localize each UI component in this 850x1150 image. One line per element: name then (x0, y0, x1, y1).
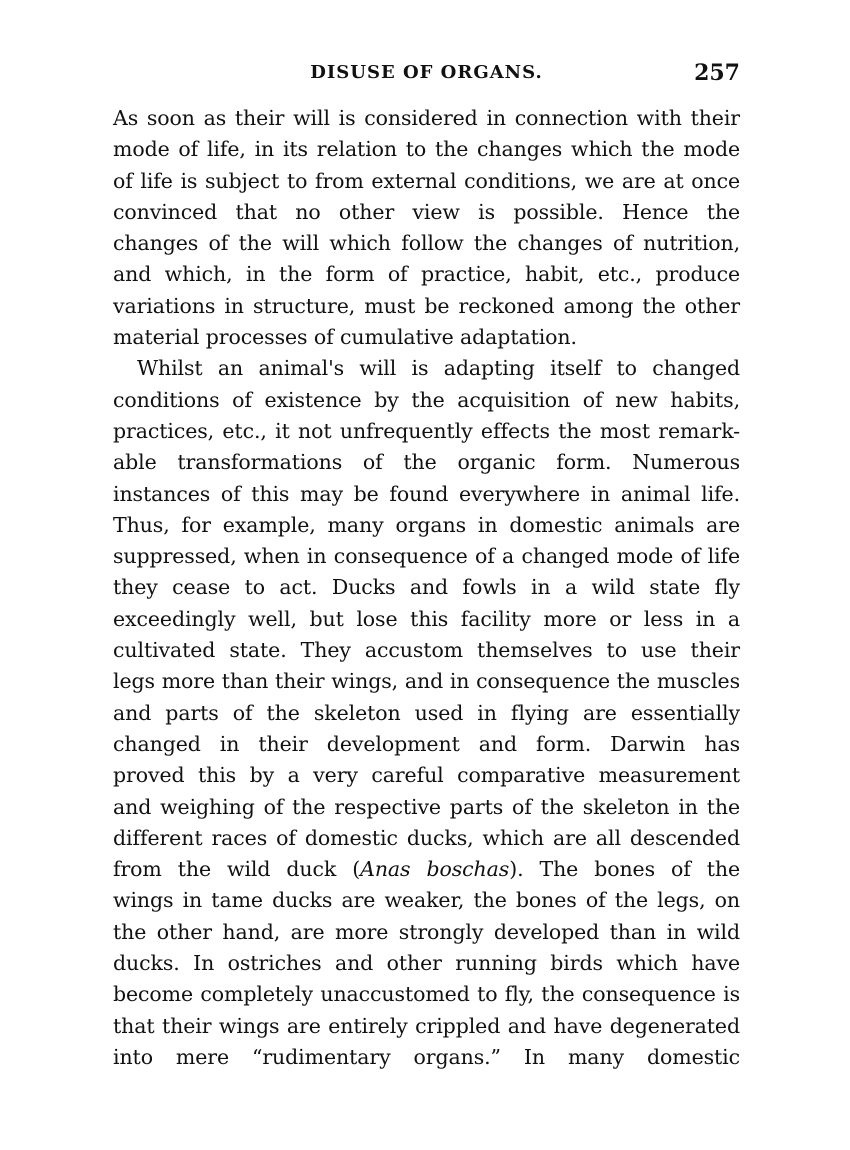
running-title: DISUSE OF ORGANS. (310, 62, 543, 83)
text-line: of life is subject to from external conditions, we are at once (113, 168, 740, 193)
page-number: 257 (694, 60, 740, 86)
text-line: changes of the will which follow the changes of nutrition, (113, 231, 740, 256)
text-line: wings in tame ducks are weaker, the bones of the legs, on (113, 888, 740, 913)
text-line: and which, in the form of practice, habit, etc., produce (113, 262, 740, 287)
text-line: the other hand, are more strongly developed than in wild (113, 919, 740, 944)
body-text (113, 103, 740, 1073)
text-line: ducks. In ostriches and other running birds which have (113, 951, 740, 976)
paragraph-2 (113, 353, 740, 1073)
text-line: instances of this may be found everywhere in animal life. (113, 481, 740, 506)
text-line: able transformations of the organic form. Numerous (113, 450, 740, 475)
text-line: and weighing of the respective parts of the skeleton in the (113, 794, 740, 819)
text-fragment: ). The bones of the (509, 857, 740, 882)
text-line: Whilst an animal's will is adapting itself to changed (137, 356, 740, 381)
text-line: suppressed, when in consequence of a changed mode of life (113, 544, 740, 569)
text-line: conditions of existence by the acquisition of new habits, (113, 387, 740, 412)
text-line: As soon as their will is considered in connection with their (113, 106, 740, 130)
text-fragment: from the wild duck ( (113, 857, 361, 882)
text-line: that their wings are entirely crippled and have degenerated (113, 1013, 740, 1038)
text-line: mode of life, in its relation to the changes which the mode (113, 137, 740, 162)
text-line: exceedingly well, but lose this facility more or less in a (113, 606, 740, 631)
running-head (113, 58, 740, 88)
text-line: proved this by a very careful comparative measurement (113, 763, 740, 788)
text-line: changed in their development and form. Darwin has (113, 731, 740, 756)
paragraph-1 (113, 103, 740, 353)
text-line: into mere “rudimentary organs.” In many domestic (113, 1044, 740, 1069)
text-line: variations in structure, must be reckoned among the other (113, 293, 740, 318)
text-line: material processes of cumulative adaptation. (113, 325, 577, 350)
text-line-with-italic (113, 854, 740, 885)
text-line: cultivated state. They accustom themselves to use their (113, 638, 740, 663)
text-line: different races of domestic ducks, which are all descended (113, 825, 740, 850)
species-name: Anas boschas (360, 857, 510, 882)
text-line: and parts of the skeleton used in flying are essentially (113, 700, 740, 725)
text-line: become completely unaccustomed to fly, the consequence is (113, 982, 740, 1007)
text-line: legs more than their wings, and in consequence the muscles (113, 669, 740, 694)
text-line: Thus, for example, many organs in domestic animals are (113, 512, 740, 537)
text-line: practices, etc., it not unfrequently effects the most remark- (113, 418, 740, 443)
text-line: convinced that no other view is possible. Hence the (113, 199, 740, 224)
text-line: they cease to act. Ducks and fowls in a wild state fly (113, 575, 740, 600)
